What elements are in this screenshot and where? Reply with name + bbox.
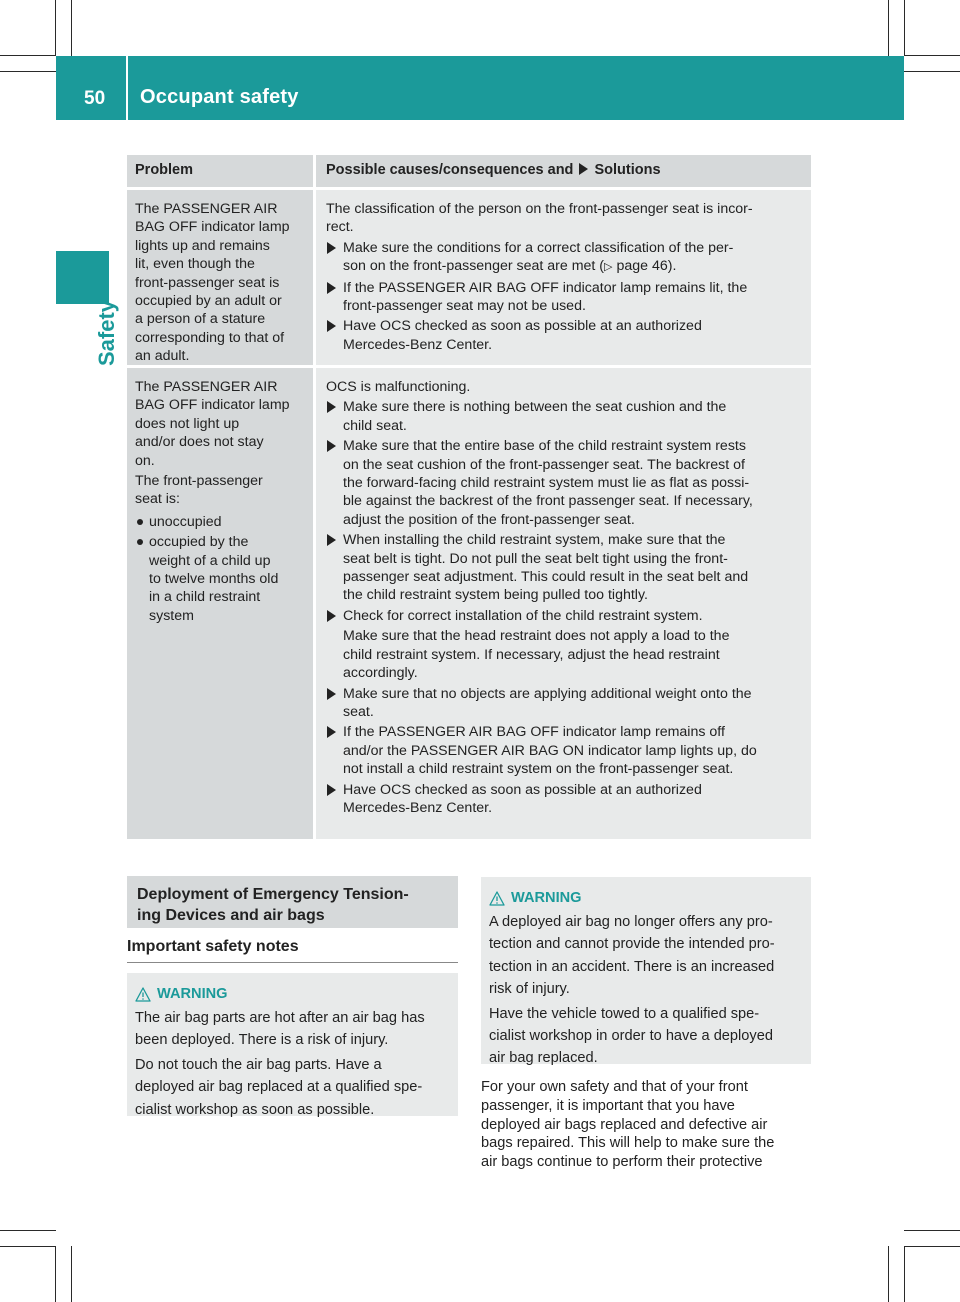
text-line: bags repaired. This will help to make sure the	[481, 1135, 775, 1152]
arrow-right-icon	[327, 688, 336, 700]
warning-icon	[135, 987, 151, 1002]
text-line: Check for correct installation of the child restraint system.	[343, 607, 703, 624]
list-item	[135, 533, 305, 625]
text-line: The PASSENGER AIR	[135, 201, 278, 217]
text-line: Do not touch the air bag parts. Have a	[135, 1056, 382, 1073]
crop-mark	[904, 71, 960, 72]
crop-mark	[904, 1246, 960, 1247]
arrow-right-icon	[327, 401, 336, 413]
text-line: BAG OFF indicator lamp	[135, 397, 290, 414]
text-line: in a child restraint	[149, 589, 261, 606]
body-paragraph	[481, 1078, 811, 1172]
arrow-right-icon	[327, 610, 336, 622]
text-line	[343, 257, 803, 276]
text-line: The air bag parts are hot after an air bag has	[135, 1010, 425, 1026]
text-line: The classification of the person on the front-passenger seat is incor-	[326, 201, 753, 217]
crop-mark	[71, 1246, 72, 1302]
table-row	[127, 190, 811, 365]
text-line: front-passenger seat may not be used.	[343, 298, 586, 315]
header-problem: Problem	[127, 155, 313, 187]
text-line: an adult.	[135, 348, 190, 365]
solution-step	[326, 317, 803, 354]
divider	[127, 962, 458, 963]
text-line: been deployed. There is a risk of injury.	[135, 1032, 389, 1049]
text-line: lights up and remains	[135, 237, 270, 254]
arrow-right-icon	[327, 440, 336, 452]
text-line: tection and cannot provide the intended pro-	[489, 936, 775, 953]
bullet-icon	[137, 539, 143, 545]
text-line: Have OCS checked as soon as possible at an authorized	[343, 318, 702, 335]
warning-paragraph	[489, 911, 803, 1001]
text-line: cialist workshop in order to have a deployed	[489, 1028, 773, 1045]
header-solutions	[316, 155, 811, 187]
text-line: For your own safety and that of your front	[481, 1079, 748, 1095]
problem-table	[127, 155, 811, 839]
text-line: If the PASSENGER AIR BAG OFF indicator lamp remains off	[343, 724, 725, 741]
crop-mark	[0, 55, 56, 56]
text-line: deployed air bags replaced and defective air	[481, 1116, 768, 1133]
text-line: Deployment of Emergency Tension-	[137, 886, 409, 903]
text-line: and/or the PASSENGER AIR BAG ON indicator lamp lights up, do	[343, 742, 757, 759]
text-line: on.	[135, 452, 155, 469]
problem-text	[135, 378, 305, 470]
text-line: cialist workshop as soon as possible.	[135, 1101, 375, 1118]
text-line: weight of a child up	[149, 552, 271, 569]
warning-label: WARNING	[511, 889, 582, 906]
text-line: the child restraint system being pulled too tightly.	[343, 587, 648, 604]
text-line: child restraint system. If necessary, adjust the head restraint	[343, 646, 720, 663]
bullet-icon	[137, 519, 143, 525]
warning-paragraph	[489, 1003, 803, 1070]
arrow-right-icon	[579, 163, 588, 175]
arrow-right-icon	[327, 784, 336, 796]
crop-mark	[888, 0, 889, 56]
solution-step	[326, 781, 803, 818]
text-line: system	[149, 607, 194, 624]
crop-mark	[0, 1230, 56, 1231]
arrow-right-icon	[327, 534, 336, 546]
page-ref-icon: ▷	[604, 261, 613, 274]
text-line: adjust the position of the front-passenger seat.	[343, 511, 635, 528]
crop-mark	[904, 55, 960, 56]
text-line: to twelve months old	[149, 571, 279, 588]
text-line: front-passenger seat is	[135, 274, 280, 291]
text-line: the forward-facing child restraint system must lie as flat as possi-	[343, 475, 750, 492]
text-line: OCS is malfunctioning.	[326, 379, 471, 395]
solution-step	[326, 437, 803, 529]
crop-mark	[904, 1246, 905, 1302]
solution-step	[326, 723, 803, 778]
crop-mark	[888, 1246, 889, 1302]
cause-text	[326, 378, 803, 396]
text-line: Make sure that the entire base of the child restraint system rests	[343, 438, 746, 455]
text-line: occupied by the	[149, 534, 249, 551]
crop-mark	[0, 1246, 56, 1247]
problem-text	[135, 200, 305, 366]
header-solutions-suffix: Solutions	[594, 162, 661, 178]
warning-box	[127, 973, 458, 1116]
text-line: occupied by an adult or	[135, 293, 282, 310]
text-line: air bag replaced.	[489, 1050, 598, 1067]
arrow-right-icon	[327, 242, 336, 254]
crop-mark	[55, 1246, 56, 1302]
text-line: A deployed air bag no longer offers any pro-	[489, 914, 773, 930]
cause-text	[326, 200, 803, 237]
text-line: accordingly.	[343, 665, 418, 682]
arrow-right-icon	[327, 726, 336, 738]
warning-icon	[489, 891, 505, 906]
solution-step	[326, 239, 803, 277]
text-line: The front-passenger	[135, 473, 263, 490]
solution-step	[326, 279, 803, 316]
warning-paragraph	[135, 1007, 450, 1052]
text-line: Make sure that no objects are applying additional weight onto the	[343, 685, 752, 702]
text-line: Mercedes-Benz Center.	[343, 336, 493, 353]
warning-label: WARNING	[157, 985, 228, 1002]
page-ref-text: page 46).	[616, 258, 677, 275]
text-line: seat is:	[135, 491, 180, 508]
text-line: does not light up	[135, 415, 240, 432]
solution-note	[326, 627, 803, 682]
crop-mark	[904, 1230, 960, 1231]
text-line: air bags continue to perform their protective	[481, 1154, 763, 1171]
subsection-title: Important safety notes	[127, 938, 299, 955]
text-line: Have OCS checked as soon as possible at an authorized	[343, 781, 702, 798]
text-line: Make sure the conditions for a correct classification of the per-	[343, 239, 734, 256]
text-line: deployed air bag replaced at a qualified spe-	[135, 1079, 423, 1096]
text-line: Make sure there is nothing between the seat cushion and the	[343, 399, 727, 416]
crop-mark	[0, 71, 56, 72]
crop-mark	[71, 0, 72, 56]
page-ref-link[interactable]	[604, 258, 676, 274]
text-line: tection in an accident. There is an increased	[489, 958, 775, 975]
warning-paragraph	[135, 1054, 450, 1121]
text-fragment: son on the front-passenger seat are met (	[343, 258, 605, 275]
warning-header	[135, 983, 450, 1005]
text-line: passenger, it is important that you have	[481, 1097, 735, 1114]
text-line: on the seat cushion of the front-passenger seat. The backrest of	[343, 456, 745, 473]
side-tab-label: Safety	[94, 299, 119, 366]
warning-header	[489, 887, 803, 909]
text-line: not install a child restraint system on the front-passenger seat.	[343, 761, 734, 778]
text-line: BAG OFF indicator lamp	[135, 219, 290, 236]
text-line: seat.	[343, 703, 374, 720]
solution-step	[326, 607, 803, 625]
solution-cell	[316, 190, 811, 365]
text-line: a person of a stature	[135, 311, 266, 328]
text-line: lit, even though the	[135, 256, 255, 273]
text-line: ing Devices and air bags	[137, 907, 325, 924]
crop-mark	[55, 0, 56, 56]
problem-cell	[127, 190, 313, 365]
page-number: 50	[84, 88, 106, 109]
solution-step	[326, 398, 803, 435]
text-line: and/or does not stay	[135, 434, 264, 451]
text-line: rect.	[326, 219, 354, 236]
list-item	[135, 513, 305, 531]
text-line: seat belt is tight. Do not pull the seat belt tight using the front-	[343, 550, 728, 567]
warning-box	[481, 877, 811, 1067]
text-line: ble against the backrest of the front passenger seat. If necessary,	[343, 493, 753, 510]
header-separator	[126, 56, 128, 120]
text-line: Make sure that the head restraint does not apply a load to the	[343, 628, 730, 645]
text-line: Have the vehicle towed to a qualified spe-	[489, 1005, 760, 1022]
text-line: When installing the child restraint system, make sure that the	[343, 532, 726, 549]
text-line: If the PASSENGER AIR BAG OFF indicator lamp remains lit, the	[343, 279, 748, 296]
header-solutions-prefix: Possible causes/consequences and	[326, 162, 574, 178]
solution-step	[326, 685, 803, 722]
problem-cell	[127, 368, 313, 839]
text-line: unoccupied	[149, 513, 222, 530]
problem-text	[135, 472, 305, 509]
text-line: corresponding to that of	[135, 329, 285, 346]
text-line: risk of injury.	[489, 981, 570, 998]
page-title: Occupant safety	[140, 86, 299, 108]
text-line: passenger seat adjustment. This could result in the seat belt and	[343, 569, 749, 586]
text-line: Mercedes-Benz Center.	[343, 799, 493, 816]
text-line: child seat.	[343, 417, 407, 434]
solution-cell	[316, 368, 811, 839]
arrow-right-icon	[327, 320, 336, 332]
text-line: The PASSENGER AIR	[135, 379, 278, 395]
section-heading	[127, 876, 458, 928]
solution-step	[326, 531, 803, 605]
table-header-row	[127, 155, 811, 187]
table-row	[127, 368, 811, 839]
crop-mark	[904, 0, 905, 56]
arrow-right-icon	[327, 282, 336, 294]
